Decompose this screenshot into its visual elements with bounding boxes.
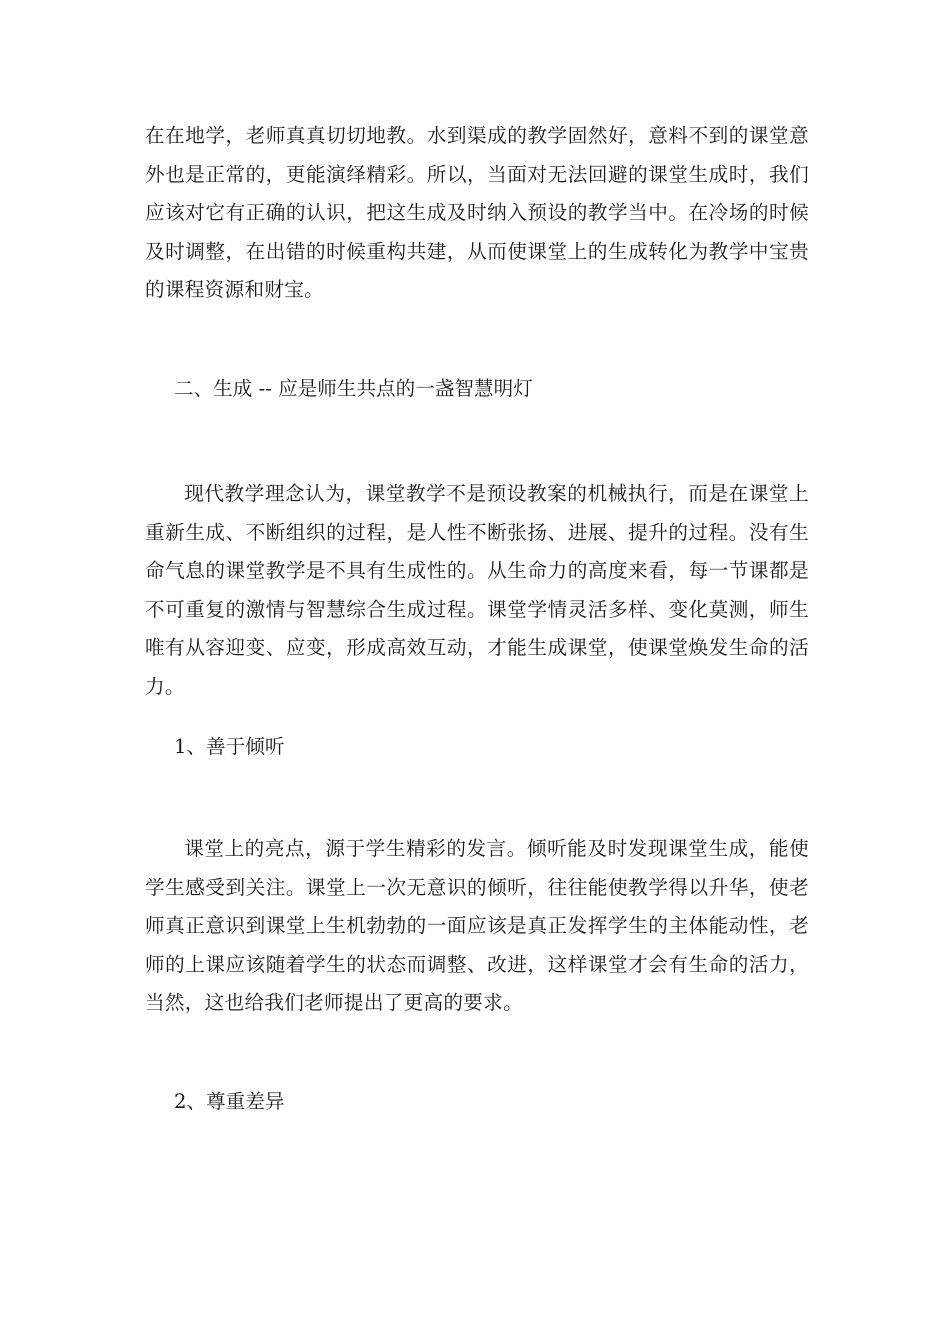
subheading-respect-differences: 2、尊重差异 bbox=[174, 1090, 285, 1113]
subheading-listen: 1、善于倾听 bbox=[174, 735, 285, 758]
paragraph-listening: 课堂上的亮点，源于学生精彩的发言。倾听能及时发现课堂生成，能使学生感受到关注。课堂上一次无意识的倾听，往往能使教学得以升华，使老师真正意识到课堂上生机勃勃的一面应该是真正发挥学生的主体能动性，老师的上课应该随着学生的状态而调整、改进，这样课堂才会有生命的活力，当然，这也给我们老师提出了更高的要求。 bbox=[145, 837, 809, 1015]
paragraph-modern-teaching: 现代教学理念认为，课堂教学不是预设教案的机械执行，而是在课堂上重新生成、不断组织的过程，是人性不断张扬、进展、提升的过程。没有生命气息的课堂教学是不具有生成性的。从生命力的高度来看，每一节课都是不可重复的激情与智慧综合生成过程。课堂学情灵活多样、变化莫测，师生唯有从容迎变、应变，形成高效互动，才能生成课堂，使课堂焕发生命的活力。 bbox=[145, 482, 809, 698]
paragraph-classroom-generation: 在在地学，老师真真切切地教。水到渠成的教学固然好，意料不到的课堂意外也是正常的，更能演绎精彩。所以，当面对无法回避的课堂生成时，我们应该对它有正确的认识，把这生成及时纳入预设的教学当中。在冷场的时候及时调整，在出错的时候重构共建，从而使课堂上的生成转化为教学中宝贵的课程资源和财宝。 bbox=[145, 124, 809, 302]
section-heading-two: 二、生成 -- 应是师生共点的一盏智慧明灯 bbox=[174, 377, 533, 400]
